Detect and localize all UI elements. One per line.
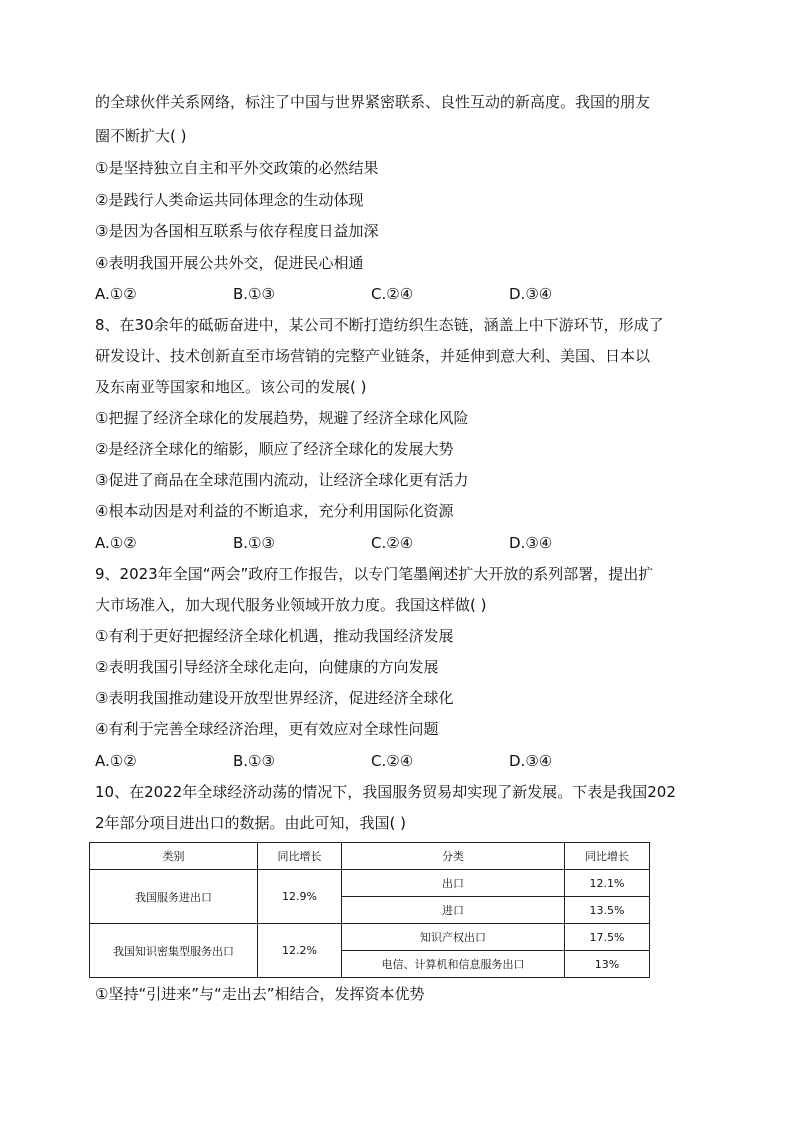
table-row xyxy=(90,924,650,951)
table-cell-growth: 12.9% xyxy=(258,870,342,924)
table-header-category: 类别 xyxy=(90,843,258,870)
q8-option-d[interactable]: D.③④ xyxy=(509,534,553,552)
q9-item-3: ③表明我国推动建设开放型世界经济，促进经济全球化 xyxy=(95,689,454,707)
table-cell-sub-growth: 13.5% xyxy=(565,897,650,924)
table-cell-subcategory: 出口 xyxy=(342,870,565,897)
q7-option-c[interactable]: C.②④ xyxy=(371,285,414,303)
q8-option-a[interactable]: A.①② xyxy=(95,534,137,552)
q9-option-d[interactable]: D.③④ xyxy=(509,752,553,770)
q10-item-1: ①坚持“引进来”与“走出去”相结合，发挥资本优势 xyxy=(95,985,425,1003)
q9-item-4: ④有利于完善全球经济治理，更有效应对全球性问题 xyxy=(95,720,439,738)
q9-option-a[interactable]: A.①② xyxy=(95,752,137,770)
q8-stem-line-3: 及东南亚等国家和地区。该公司的发展( ) xyxy=(95,378,367,396)
table-cell-subcategory: 进口 xyxy=(342,897,565,924)
q8-stem-line-1: 8、在30余年的砥砺奋进中，某公司不断打造纺织生态链，涵盖上中下游环节，形成了 xyxy=(95,316,664,334)
q9-option-b[interactable]: B.①③ xyxy=(233,752,275,770)
q10-stem-line-1: 10、在2022年全球经济动荡的情况下，我国服务贸易却实现了新发展。下表是我国202 xyxy=(95,783,676,801)
q8-stem-line-2: 研发设计、技术创新直至市场营销的完整产业链条，并延伸到意大利、美国、日本以 xyxy=(95,347,651,365)
q9-item-2: ②表明我国引导经济全球化走向，向健康的方向发展 xyxy=(95,658,439,676)
table-header-sub-growth: 同比增长 xyxy=(565,843,650,870)
q9-stem-line-2: 大市场准入，加大现代服务业领域开放力度。我国这样做( ) xyxy=(95,596,487,614)
table-cell-sub-growth: 13% xyxy=(565,951,650,978)
table-header-subcategory: 分类 xyxy=(342,843,565,870)
table-cell-subcategory: 知识产权出口 xyxy=(342,924,565,951)
service-trade-table xyxy=(89,842,650,978)
q9-item-1: ①有利于更好把握经济全球化机遇，推动我国经济发展 xyxy=(95,627,454,645)
q8-item-2: ②是经济全球化的缩影，顺应了经济全球化的发展大势 xyxy=(95,440,454,458)
table-cell-sub-growth: 12.1% xyxy=(565,870,650,897)
q8-option-c[interactable]: C.②④ xyxy=(371,534,414,552)
table-row xyxy=(90,870,650,897)
table-cell-subcategory: 电信、计算机和信息服务出口 xyxy=(342,951,565,978)
table-header-growth: 同比增长 xyxy=(258,843,342,870)
q8-option-b[interactable]: B.①③ xyxy=(233,534,275,552)
q9-option-c[interactable]: C.②④ xyxy=(371,752,414,770)
table-cell-growth: 12.2% xyxy=(258,924,342,978)
q10-stem-line-2: 2年部分项目进出口的数据。由此可知，我国( ) xyxy=(95,814,407,832)
q7-option-d[interactable]: D.③④ xyxy=(509,285,553,303)
q7-item-2: ②是践行人类命运共同体理念的生动体现 xyxy=(95,191,364,209)
q7-item-1: ①是坚持独立自主和平外交政策的必然结果 xyxy=(95,159,379,177)
table-cell-category: 我国服务进出口 xyxy=(90,870,258,924)
table-header-row xyxy=(90,843,650,870)
q7-option-a[interactable]: A.①② xyxy=(95,285,137,303)
q9-stem-line-1: 9、2023年全国“两会”政府工作报告，以专门笔墨阐述扩大开放的系列部署，提出扩 xyxy=(95,565,654,583)
q7-option-b[interactable]: B.①③ xyxy=(233,285,275,303)
table-cell-sub-growth: 17.5% xyxy=(565,924,650,951)
q8-item-1: ①把握了经济全球化的发展趋势，规避了经济全球化风险 xyxy=(95,409,469,427)
q8-item-3: ③促进了商品在全球范围内流动，让经济全球化更有活力 xyxy=(95,471,469,489)
q7-stem-line-2: 圈不断扩大( ) xyxy=(95,127,187,145)
table-cell-category: 我国知识密集型服务出口 xyxy=(90,924,258,978)
q7-stem-line-1: 的全球伙伴关系网络，标注了中国与世界紧密联系、良性互动的新高度。我国的朋友 xyxy=(95,93,651,111)
q8-item-4: ④根本动因是对利益的不断追求，充分利用国际化资源 xyxy=(95,502,454,520)
q7-item-3: ③是因为各国相互联系与依存程度日益加深 xyxy=(95,222,379,240)
q7-item-4: ④表明我国开展公共外交，促进民心相通 xyxy=(95,254,364,272)
